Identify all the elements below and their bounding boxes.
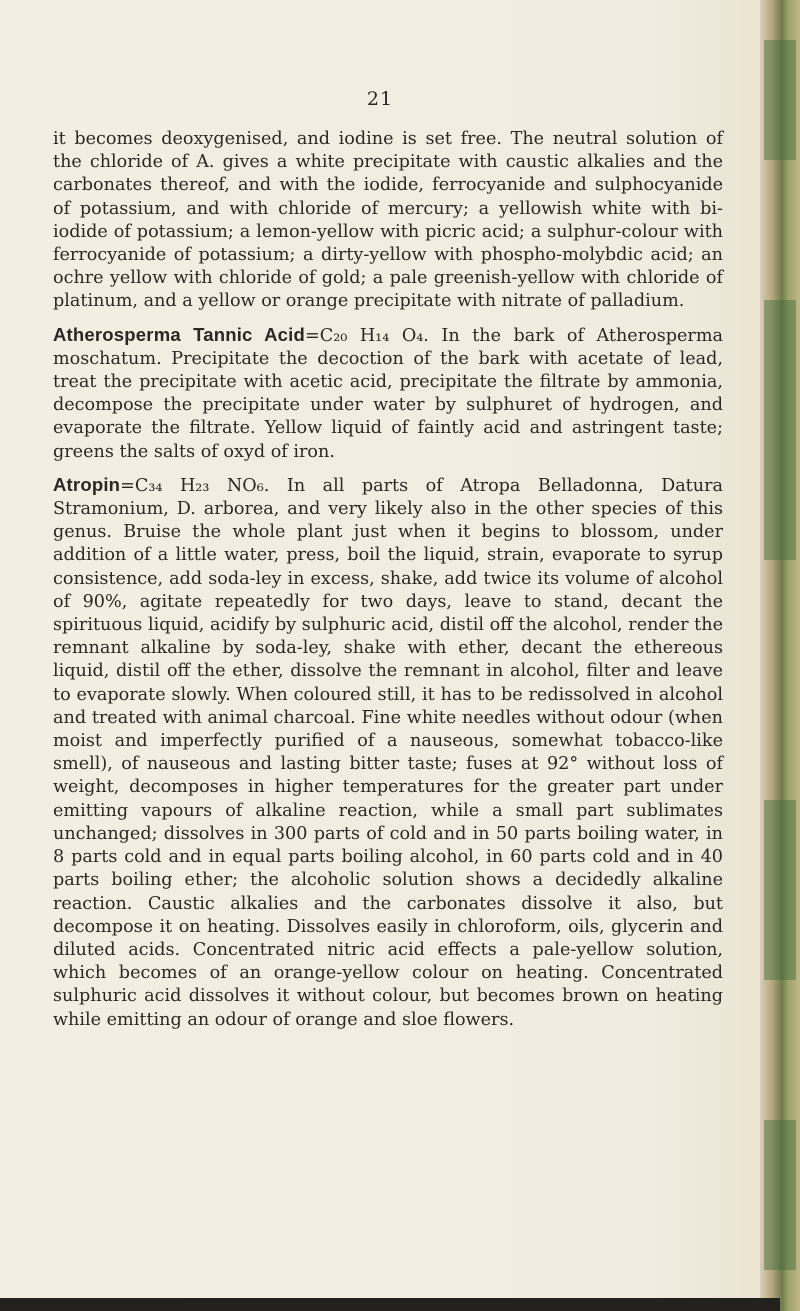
binding-stain [764,300,796,560]
binding-stain [764,40,796,160]
entry-atherosperma-tannic-acid [53,323,723,464]
binding-stain [764,1120,796,1270]
page-number: 21 [366,88,394,110]
binding-stain [764,800,796,980]
page-edge-binding [760,0,800,1311]
chemical-formula: =C₃₄ H₂₃ NO₆. [120,475,270,496]
entry-text: In all parts of Atropa Belladonna, Datura Stramonium, D. arborea, and very likely also in the other species of this genus. Bruise the whole plant just when it begins to blossom, under addition of a little water, press, boil the liquid, strain, evaporate to syrup consistence, add soda-ley in excess, shake, add twice its volume of alcohol of 90%, agitate repeatedly for two days, leave to stand, decant the spirituous liquid, acidify by sulphuric acid, distil off the alcohol, render the remnant alkaline by soda-ley, shake with ether, decant the ethereous liquid, distil off the ether, dissolve the remnant in alcohol, filter and leave to evaporate slowly. When coloured still, it has to be redissolved in alcohol and treated with animal charcoal. Fine white needles without odour (when moist and imperfectly purified of a nauseous, somewhat tobacco-like smell), of nauseous and lasting bitter taste; fuses at 92° without loss of weight, decomposes in higher temperatures for the greater part under emitting vapours of alkaline reaction, while a small part sublimates unchanged; dissolves in 300 parts of cold and in 50 parts boiling water, in 8 parts cold and in equal parts boiling alcohol, in 60 parts cold and in 40 parts boiling ether; the alcoholic solution shows a decidedly alkaline reaction. Caustic alkalies and the carbonates dissolve it also, but decompose it on heating. Dissolves easily in chloroform, oils, glycerin and diluted acids. Concentrated nitric acid effects a pale-yellow solution, which becomes of an orange-yellow colour on heating. Concentrated sulphuric acid dissolves it without colour, but becomes brown on heating while emitting an odour of orange and sloe flowers. [53,475,723,1030]
paragraph-text: it becomes deoxygenised, and iodine is set free. The neutral solution of the chloride of A. gives a white precipitate with caustic alkalies and the carbonates thereof, and with the iodide, ferrocyanide and sulphocyanide of potassium, and with chloride of mercury; a yellowish white with bi-iodide of potassium; a lemon-yellow with picric acid; a sulphur-colour with ferrocyanide of potassium; a dirty-yellow with phospho-molybdic acid; an ochre yellow with chloride of gold; a pale greenish-yellow with chloride of platinum, and a yellow or orange precipitate with nitrate of palladium. [53,129,723,312]
body-text [53,128,723,1032]
paragraph-continuation [53,128,723,314]
chemical-formula: =C₂₀ H₁₄ O₄. [305,325,429,346]
entry-text: In the bark of Atherosperma moschatum. Precipitate the decoction of the bark with acetate of lead, treat the precipitate with acetic acid, precipitate the filtrate by ammonia, decompose the precipitate under water by sulphuret of hydrogen, and evaporate the filtrate. Yellow liquid of faintly acid and astringent taste; greens the salts of oxyd of iron. [53,325,724,462]
scan-bottom-edge [0,1298,780,1311]
entry-heading: Atherosperma Tannic Acid [53,323,306,345]
entry-heading: Atropin [53,473,121,495]
entry-atropin [53,473,723,1032]
